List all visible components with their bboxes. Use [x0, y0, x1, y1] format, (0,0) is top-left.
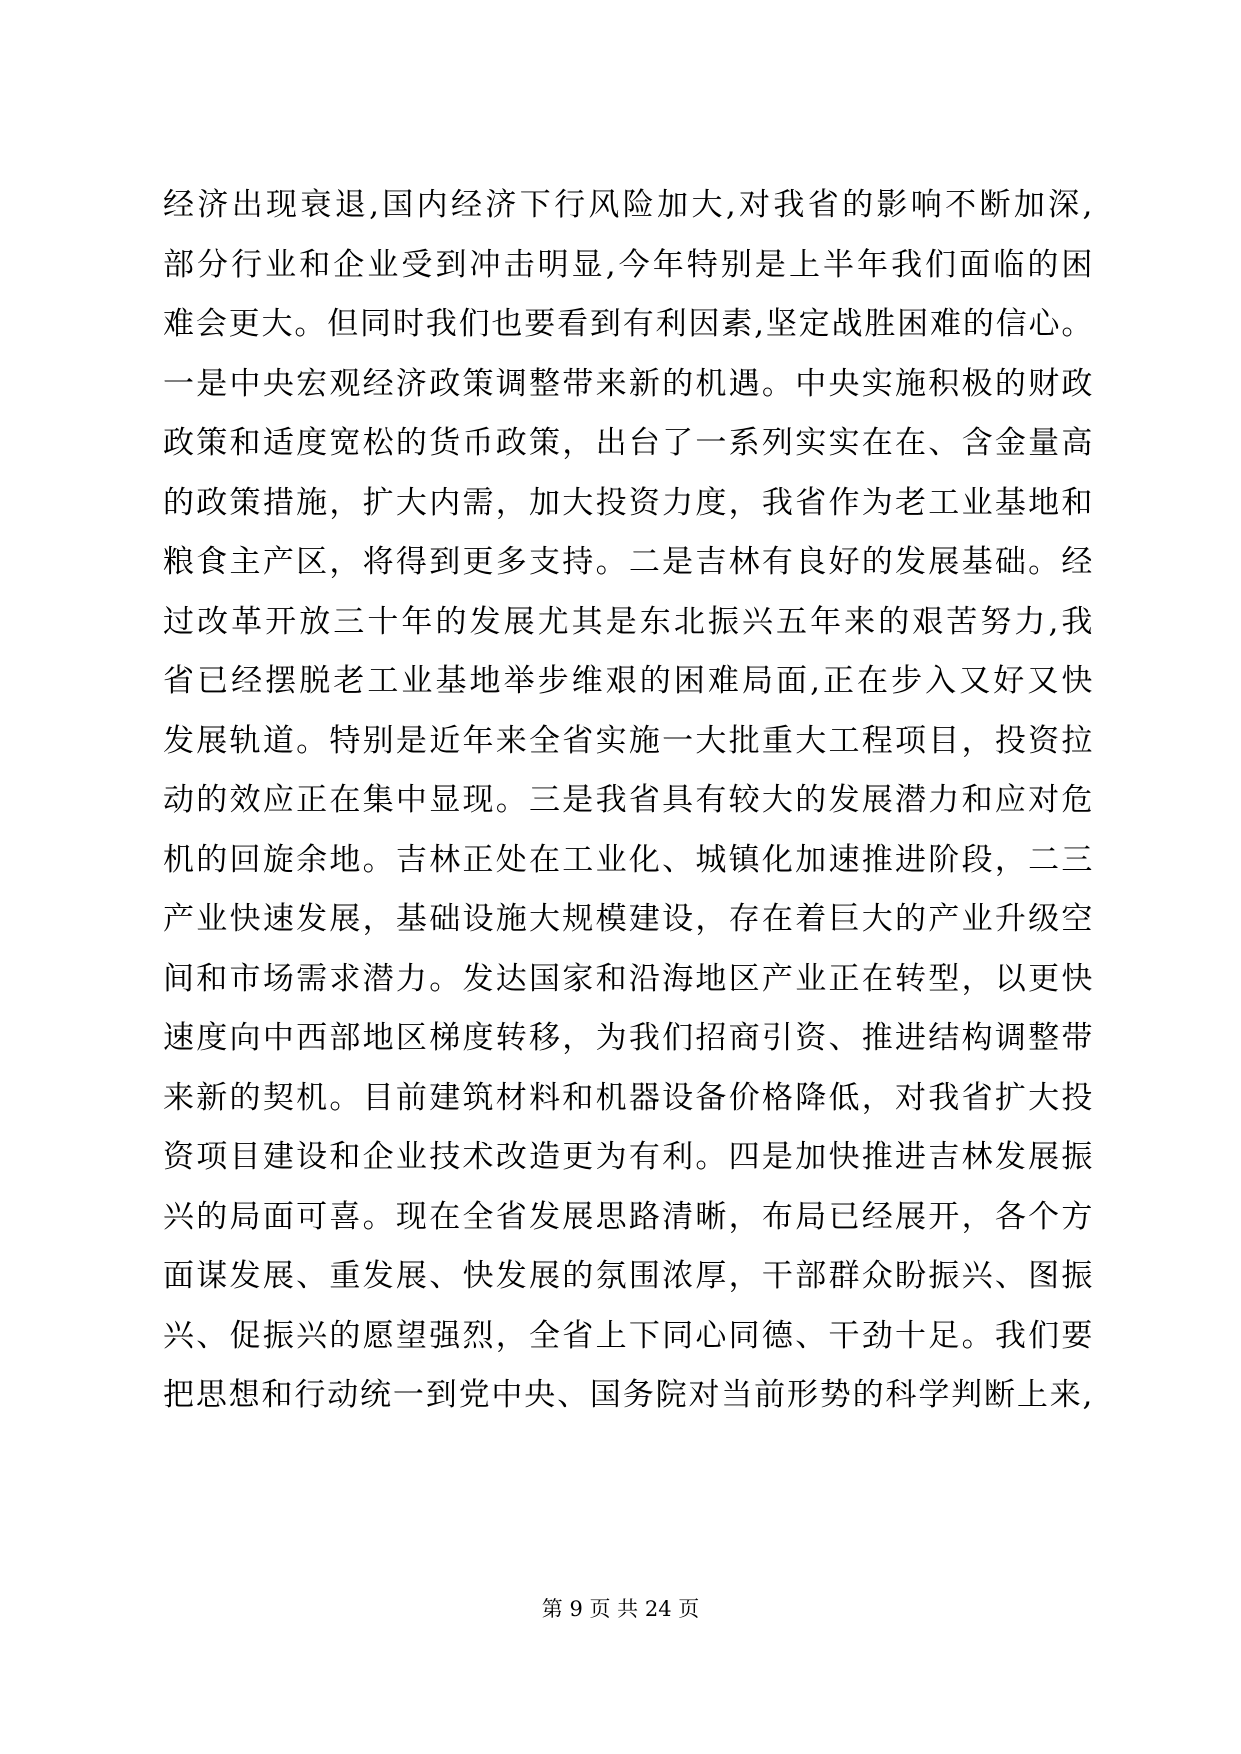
text-line: 过改革开放三十年的发展尤其是东北振兴五年来的艰苦努力,我	[163, 603, 1093, 640]
text-line: 把思想和行动统一到党中央、国务院对当前形势的科学判断上来,	[163, 1377, 1093, 1413]
text-line: 兴的局面可喜。现在全省发展思路清晰，布局已经展开，各个方	[163, 1198, 1093, 1235]
text-line: 间和市场需求潜力。发达国家和沿海地区产业正在转型，以更快	[163, 960, 1093, 997]
text-line: 政策和适度宽松的货币政策，出台了一系列实实在在、含金量高	[163, 425, 1093, 461]
text-line: 速度向中西部地区梯度转移，为我们招商引资、推进结构调整带	[163, 1020, 1093, 1056]
body-text	[163, 176, 1093, 1426]
text-line: 面谋发展、重发展、快发展的氛围浓厚，干部群众盼振兴、图振	[163, 1258, 1093, 1294]
page-number-footer: 第 9 页 共 24 页	[541, 1597, 700, 1621]
text-line: 部分行业和企业受到冲击明显,今年特别是上半年我们面临的困	[163, 246, 1093, 283]
text-line: 机的回旋余地。吉林正处在工业化、城镇化加速推进阶段，二三	[163, 841, 1093, 878]
text-line: 省已经摆脱老工业基地举步维艰的困难局面,正在步入又好又快	[163, 663, 1093, 699]
text-line: 粮食主产区，将得到更多支持。二是吉林有良好的发展基础。经	[163, 544, 1093, 580]
text-line: 一是中央宏观经济政策调整带来新的机遇。中央实施积极的财政	[163, 365, 1093, 402]
text-line: 资项目建设和企业技术改造更为有利。四是加快推进吉林发展振	[163, 1139, 1093, 1175]
text-line: 经济出现衰退,国内经济下行风险加大,对我省的影响不断加深,	[163, 187, 1093, 223]
text-line: 的政策措施，扩大内需，加大投资力度，我省作为老工业基地和	[163, 484, 1093, 521]
text-line: 难会更大。但同时我们也要看到有利因素,坚定战胜困难的信心。	[163, 306, 1093, 342]
text-line: 发展轨道。特别是近年来全省实施一大批重大工程项目，投资拉	[163, 722, 1093, 759]
text-line: 产业快速发展，基础设施大规模建设，存在着巨大的产业升级空	[163, 901, 1093, 937]
text-line: 兴、促振兴的愿望强烈，全省上下同心同德、干劲十足。我们要	[163, 1317, 1093, 1354]
text-line: 动的效应正在集中显现。三是我省具有较大的发展潜力和应对危	[163, 782, 1093, 818]
text-line: 来新的契机。目前建筑材料和机器设备价格降低，对我省扩大投	[163, 1079, 1093, 1116]
